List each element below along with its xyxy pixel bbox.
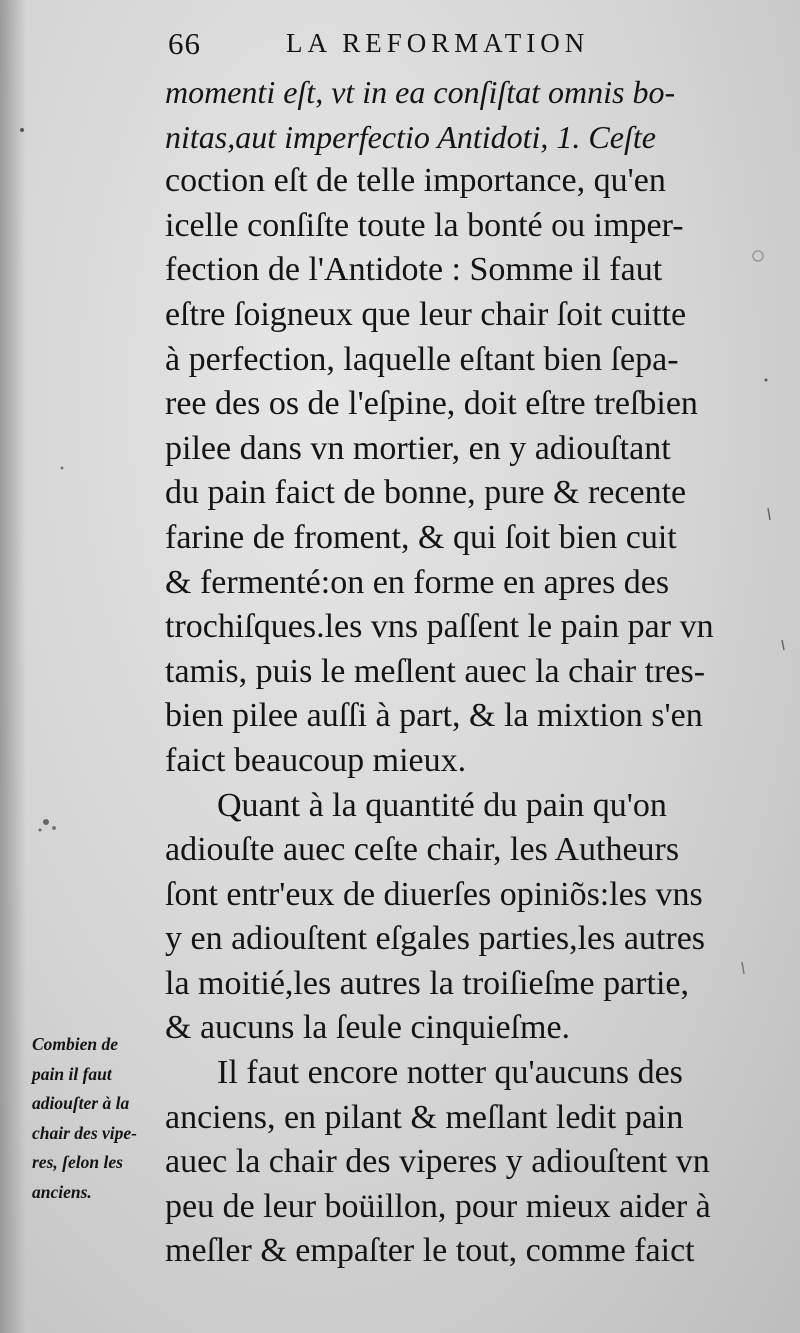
text-line: icelle conſiſte toute la bonté ou imper- <box>165 206 684 244</box>
paragraph-start-line: Quant à la quantité du pain qu'on <box>217 786 667 824</box>
text-line: & aucuns la ſeule cinquieſme. <box>165 1009 571 1047</box>
text-line: tamis, puis le meſlent auec la chair tres- <box>165 652 706 690</box>
paragraph-start-line: Il faut encore notter qu'aucuns des <box>217 1054 683 1092</box>
text-line: eſtre ſoigneux que leur chair ſoit cuitte <box>165 295 687 333</box>
text-line: ſont entr'eux de diuerſes opiniõs:les vns <box>165 875 703 913</box>
page-number: 66 <box>168 26 201 61</box>
text-line: trochiſques.les vns paſſent le pain par vn <box>165 608 714 646</box>
margin-note-line: res, ſelon les <box>32 1152 123 1172</box>
running-title: LA REFORMATION <box>286 28 590 58</box>
text-line: & fermenté:on en forme en apres des <box>165 563 670 601</box>
margin-note-line: chair des vipe- <box>32 1122 137 1143</box>
text-line: à perfection, laquelle eſtant bien ſepa- <box>165 340 679 378</box>
margin-note-line: anciens. <box>32 1181 92 1202</box>
text-line: bien pilee auſſi à part, & la mixtion s'en <box>165 697 703 735</box>
text-line: du pain faict de bonne, pure & recente <box>165 474 687 512</box>
text-line: pilee dans vn mortier, en y adiouſtant <box>165 429 671 467</box>
text-line: ree des os de l'eſpine, doit eſtre treſbien <box>165 385 698 423</box>
text-line: auec la chair des viperes y adiouſtent vn <box>165 1143 710 1181</box>
text-line: peu de leur boüillon, pour mieux aider à <box>165 1187 711 1225</box>
margin-note-line: adiouſter à la <box>32 1093 130 1113</box>
text-line: y en adiouſtent eſgales parties,les autres <box>165 920 706 958</box>
text-line: la moitié,les autres la troiſieſme partie, <box>165 964 689 1002</box>
text-line: fection de l'Antidote : Somme il faut <box>165 251 663 289</box>
text-line: farine de froment, & qui ſoit bien cuit <box>165 518 677 556</box>
text-line: anciens, en pilant & meſlant ledit pain <box>165 1098 684 1136</box>
text-line: faict beaucoup mieux. <box>165 741 467 779</box>
margin-note-line: Combien de <box>32 1034 119 1054</box>
text-line: adiouſte auec ceſte chair, les Autheurs <box>165 831 680 869</box>
text-line: coction eſt de telle importance, qu'en <box>165 162 666 200</box>
text-line: nitas,aut imperfectio Antidoti, 1. Ceſte <box>165 118 656 155</box>
text-line: momenti eſt, vt in ea conſiſtat omnis bo- <box>165 74 676 110</box>
margin-note-line: pain il faut <box>32 1063 112 1084</box>
text-line: meſler & empaſter le tout, comme faict <box>165 1232 695 1270</box>
